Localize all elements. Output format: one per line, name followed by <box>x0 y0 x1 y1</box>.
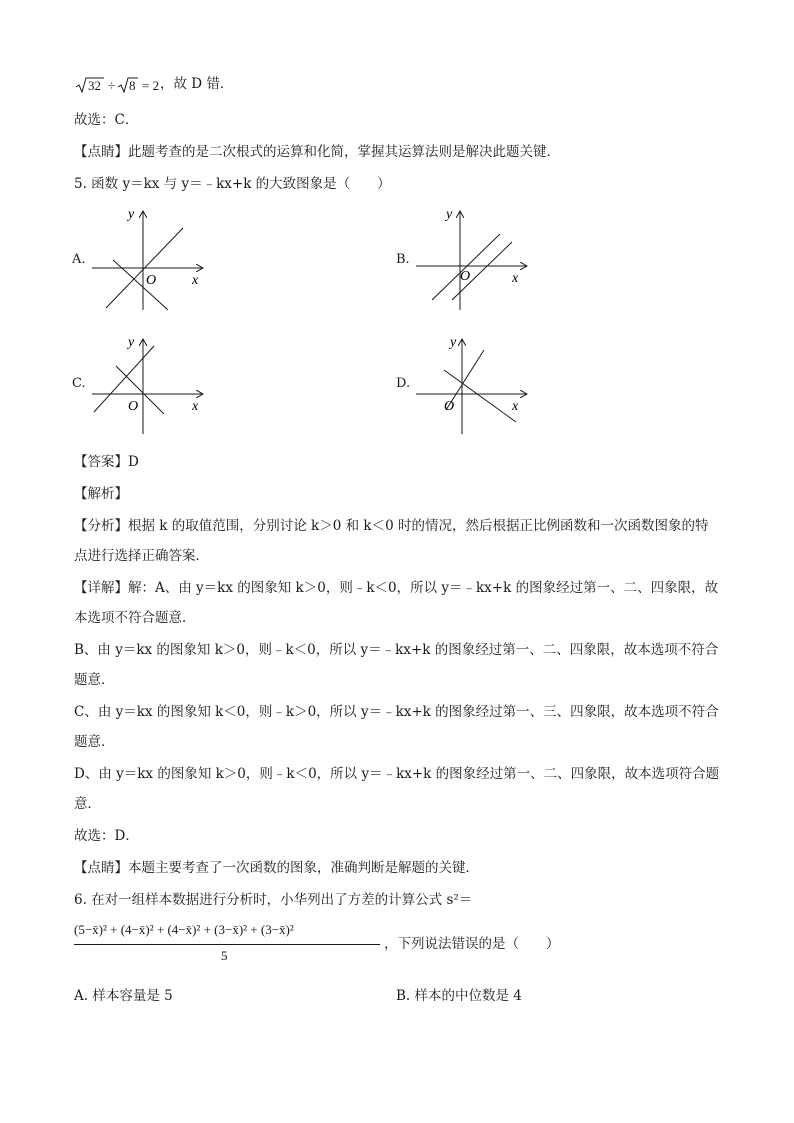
answer-line: 【答案】D <box>74 454 139 470</box>
prev-choice: 故选：C． <box>74 112 139 128</box>
fraction-bar <box>74 944 380 945</box>
svg-text:= 2: = 2 <box>142 77 160 93</box>
comment-q5: 【点睛】本题主要考查了一次函数的图象，准确判断是解题的关键． <box>74 860 479 876</box>
axis-x-label: x <box>192 273 199 288</box>
option-d-label: D. <box>396 376 411 391</box>
option-c-label: C. <box>72 376 86 391</box>
prev-formula-rest: ，故 D 错． <box>160 76 234 92</box>
axis-y-label: y <box>128 207 135 222</box>
origin-label: O <box>460 269 471 284</box>
option-a-label: A. <box>72 252 86 267</box>
axis-y-label: y <box>128 335 135 350</box>
option-b-label: B. <box>396 252 410 267</box>
graph-option-c <box>88 330 218 440</box>
q6-option-a: A. 样本容量是 5 <box>74 988 173 1004</box>
axis-x-label: x <box>192 399 199 414</box>
detail-line-1: 【详解】解：A、由 y＝kx 的图象知 k＞0，则﹣k＜0，所以 y＝﹣kx+k 的图象经过第一、二、四象限，故 <box>74 580 719 596</box>
detail-line-8: 意． <box>74 796 101 812</box>
detail-line-2: 本选项不符合题意． <box>74 610 196 626</box>
origin-label: O <box>444 399 455 414</box>
svg-text:÷: ÷ <box>108 77 116 93</box>
detail-line-6: 题意． <box>74 734 115 750</box>
detail-line-3: B、由 y＝kx 的图象知 k＞0，则﹣k＜0，所以 y＝﹣kx+k 的图象经过第一、二、四象限，故本选项不符合 <box>74 642 719 658</box>
analysis-title: 【解析】 <box>74 486 128 502</box>
q6-option-b: B. 样本的中位数是 4 <box>396 988 522 1004</box>
origin-label: O <box>128 399 139 414</box>
svg-text:32: 32 <box>88 77 101 93</box>
axis-x-label: x <box>512 399 519 414</box>
question-6-stem: 6. 在对一组样本数据进行分析时，小华列出了方差的计算公式 s²＝ <box>74 892 473 908</box>
axis-x-label: x <box>512 271 519 286</box>
prev-comment: 【点睛】此题考查的是二次根式的运算和化简，掌握其运算法则是解决此题关键． <box>74 144 560 160</box>
question-6-tail: ，下列说法错误的是（ ） <box>384 936 560 952</box>
svg-text:8: 8 <box>129 77 136 93</box>
sqrt-expression <box>74 75 160 95</box>
detail-line-7: D、由 y＝kx 的图象知 k＞0，则﹣k＜0，所以 y＝﹣kx+k 的图象经过第一、二、四象限，故本选项符合题 <box>74 766 720 782</box>
fraction-numerator: (5−x̄)² + (4−x̄)² + (4−x̄)² + (3−x̄)² + (3−x̄)² <box>74 922 294 937</box>
graph-option-d <box>412 330 542 440</box>
axis-y-label: y <box>450 335 457 350</box>
choice-q5: 故选：D． <box>74 828 139 844</box>
detail-line-5: C、由 y＝kx 的图象知 k＜0，则﹣k＞0，所以 y＝﹣kx+k 的图象经过第一、三、四象限，故本选项不符合 <box>74 704 719 720</box>
prev-formula-line <box>74 74 233 95</box>
graph-option-b <box>412 200 542 316</box>
question-5-stem: 5. 函数 y＝kx 与 y＝﹣kx+k 的大致图象是（ ） <box>74 176 391 192</box>
axis-y-label: y <box>446 207 453 222</box>
origin-label: O <box>146 273 157 288</box>
fraction-denominator: 5 <box>221 948 228 963</box>
analysis-line-2: 点进行选择正确答案． <box>74 548 209 564</box>
detail-line-4: 题意． <box>74 672 115 688</box>
analysis-line-1: 【分析】根据 k 的取值范围，分别讨论 k＞0 和 k＜0 时的情况，然后根据正比例函数和一次函数图象的特 <box>74 518 709 534</box>
graph-option-a <box>88 200 218 316</box>
